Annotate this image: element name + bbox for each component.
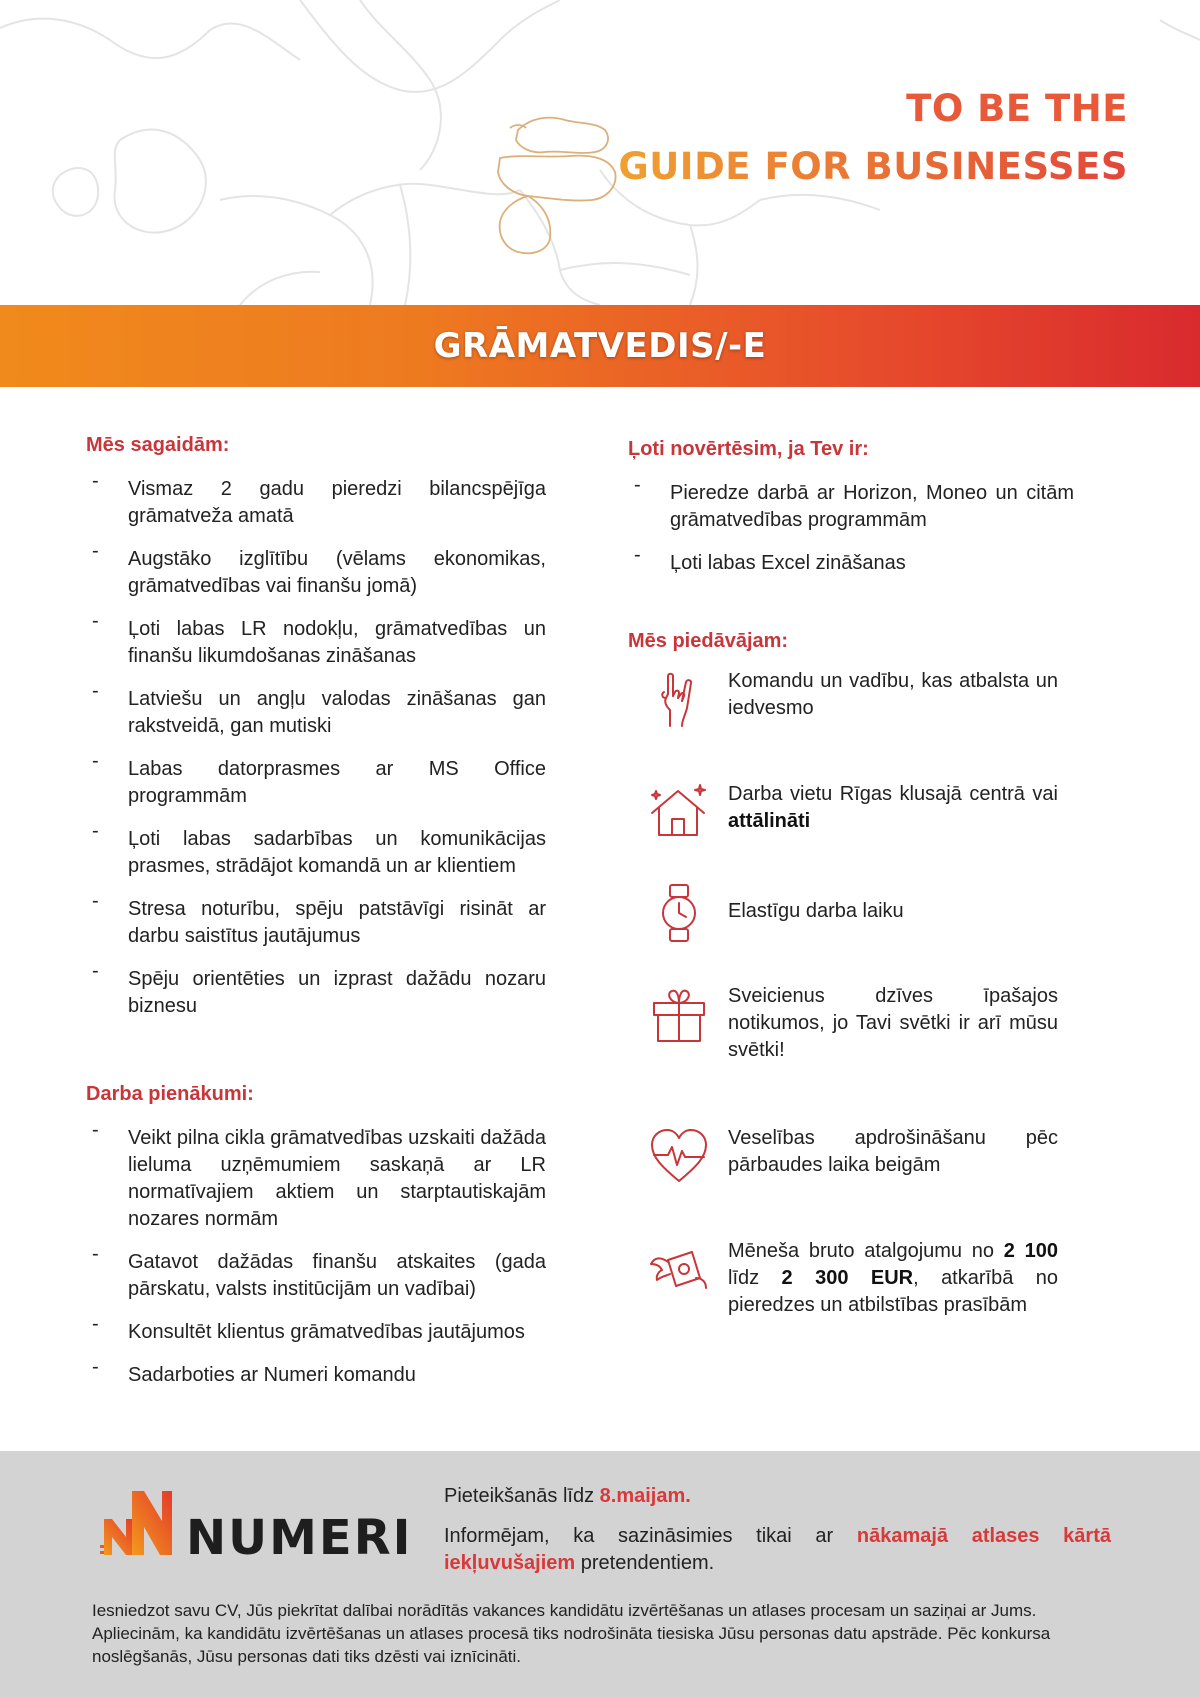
offer-team-text: Komandu un vadību, kas atbalsta un iedvesmo (728, 670, 1058, 719)
gift-icon (648, 983, 710, 1045)
offer-hours-text: Elastīgu darba laiku (728, 900, 904, 922)
flying-money-icon (648, 1238, 710, 1300)
list-item: - Labas datorprasmes ar MS Office programmām (92, 750, 546, 807)
slogan-line-2: GUIDE FOR BUSINESSES (618, 138, 1128, 196)
privacy-consent-text: Iesniedzot savu CV, Jūs piekrītat dalībai norādītās vakances kandidātu izvērtēšanas un atlases procesam un saziņai ar Jums. Apliecinām, ka kandidātu izvērtēšanas un atlases procesā tiks nodrošināta tiesiska Jūsu personas datu apstrāde. Pēc konkursa noslēgšanās, Jūsu personas dati tiks dzēsti vai iznīcināti. (92, 1601, 1051, 1666)
list-item: - Vismaz 2 gadu pieredzi bilancspējīga grāmatveža amatā (92, 470, 546, 527)
list-item: - Ļoti labas Excel zināšanas (634, 544, 906, 574)
duties-list (86, 1119, 547, 1405)
list-item: - Augstāko izglītību (vēlams ekonomikas, grāmatvedības vai finanšu jomā) (92, 540, 546, 597)
requirements-title: Mēs sagaidām: (86, 434, 230, 456)
hero-header (0, 0, 1200, 305)
watch-icon (648, 882, 710, 944)
bonus-title: Ļoti novērtēsim, ja Tev ir: (628, 438, 869, 460)
list-item: - Ļoti labas LR nodokļu, grāmatvedības un finanšu likumdošanas zināšanas (92, 610, 546, 667)
list-item: - Stresa noturību, spēju patstāvīgi risināt ar darbu saistītus jautājumus (92, 890, 546, 947)
application-info (444, 1483, 1111, 1590)
duties-title: Darba pienākumi: (86, 1083, 254, 1105)
slogan-line-1: TO BE THE (906, 87, 1128, 130)
numeri-logo (100, 1485, 413, 1566)
list-item: - Gatavot dažādas finanšu atskaites (gada pārskatu, valsts institūcijām un vadībai) (92, 1243, 546, 1300)
list-item: - Veikt pilna cikla grāmatvedības uzskaiti dažāda lieluma uzņēmumiem saskaņā ar LR normatīvajiem aktiem un starptautiskajām nozares normām (92, 1119, 547, 1230)
list-item: - Pieredze darbā ar Horizon, Moneo un citām grāmatvedības programmām (634, 474, 1074, 531)
numeri-logo-text: NUMERI (186, 1510, 413, 1566)
list-item: - Konsultēt klientus grāmatvedības jautājumos (92, 1313, 525, 1343)
list-item: - Latviešu un angļu valodas zināšanas gan rakstveidā, gan mutiski (92, 680, 546, 737)
offer-workplace-text: Darba vietu Rīgas klusajā centrā vai attālināti (728, 783, 1058, 832)
requirements-list (86, 470, 546, 1036)
rock-hand-icon (648, 668, 710, 730)
offer-health-text: Veselības apdrošināšanu pēc pārbaudes laika beigām (728, 1127, 1058, 1176)
deadline-text: Pieteikšanās līdz 8.maijam. (444, 1485, 691, 1507)
offer-title: Mēs piedāvājam: (628, 630, 789, 652)
list-item: - Sadarboties ar Numeri komandu (92, 1356, 416, 1386)
numeri-logo-mark (100, 1485, 180, 1565)
house-icon (648, 781, 710, 843)
slogan (618, 80, 1128, 196)
notice-text: Informējam, ka sazināsimies tikai ar nākamajā atlases kārtā iekļuvušajiem pretendentiem. (444, 1525, 1111, 1574)
list-item: - Ļoti labas sadarbības un komunikācijas prasmes, strādājot komandā un ar klientiem (92, 820, 546, 877)
job-title-banner (0, 305, 1200, 387)
offer-salary-text: Mēneša bruto atalgojumu no 2 100 līdz 2 300 EUR, atkarībā no pieredzes un atbilstības prasībām (728, 1240, 1058, 1316)
job-title: GRĀMATVEDIS/-E (433, 326, 767, 366)
heart-pulse-icon (648, 1125, 710, 1187)
bonus-list (628, 474, 1074, 593)
offer-events-text: Sveicienus dzīves īpašajos notikumos, jo Tavi svētki ir arī mūsu svētki! (728, 985, 1058, 1061)
list-item: - Spēju orientēties un izprast dažādu nozaru biznesu (92, 960, 546, 1017)
footer (0, 1451, 1200, 1697)
